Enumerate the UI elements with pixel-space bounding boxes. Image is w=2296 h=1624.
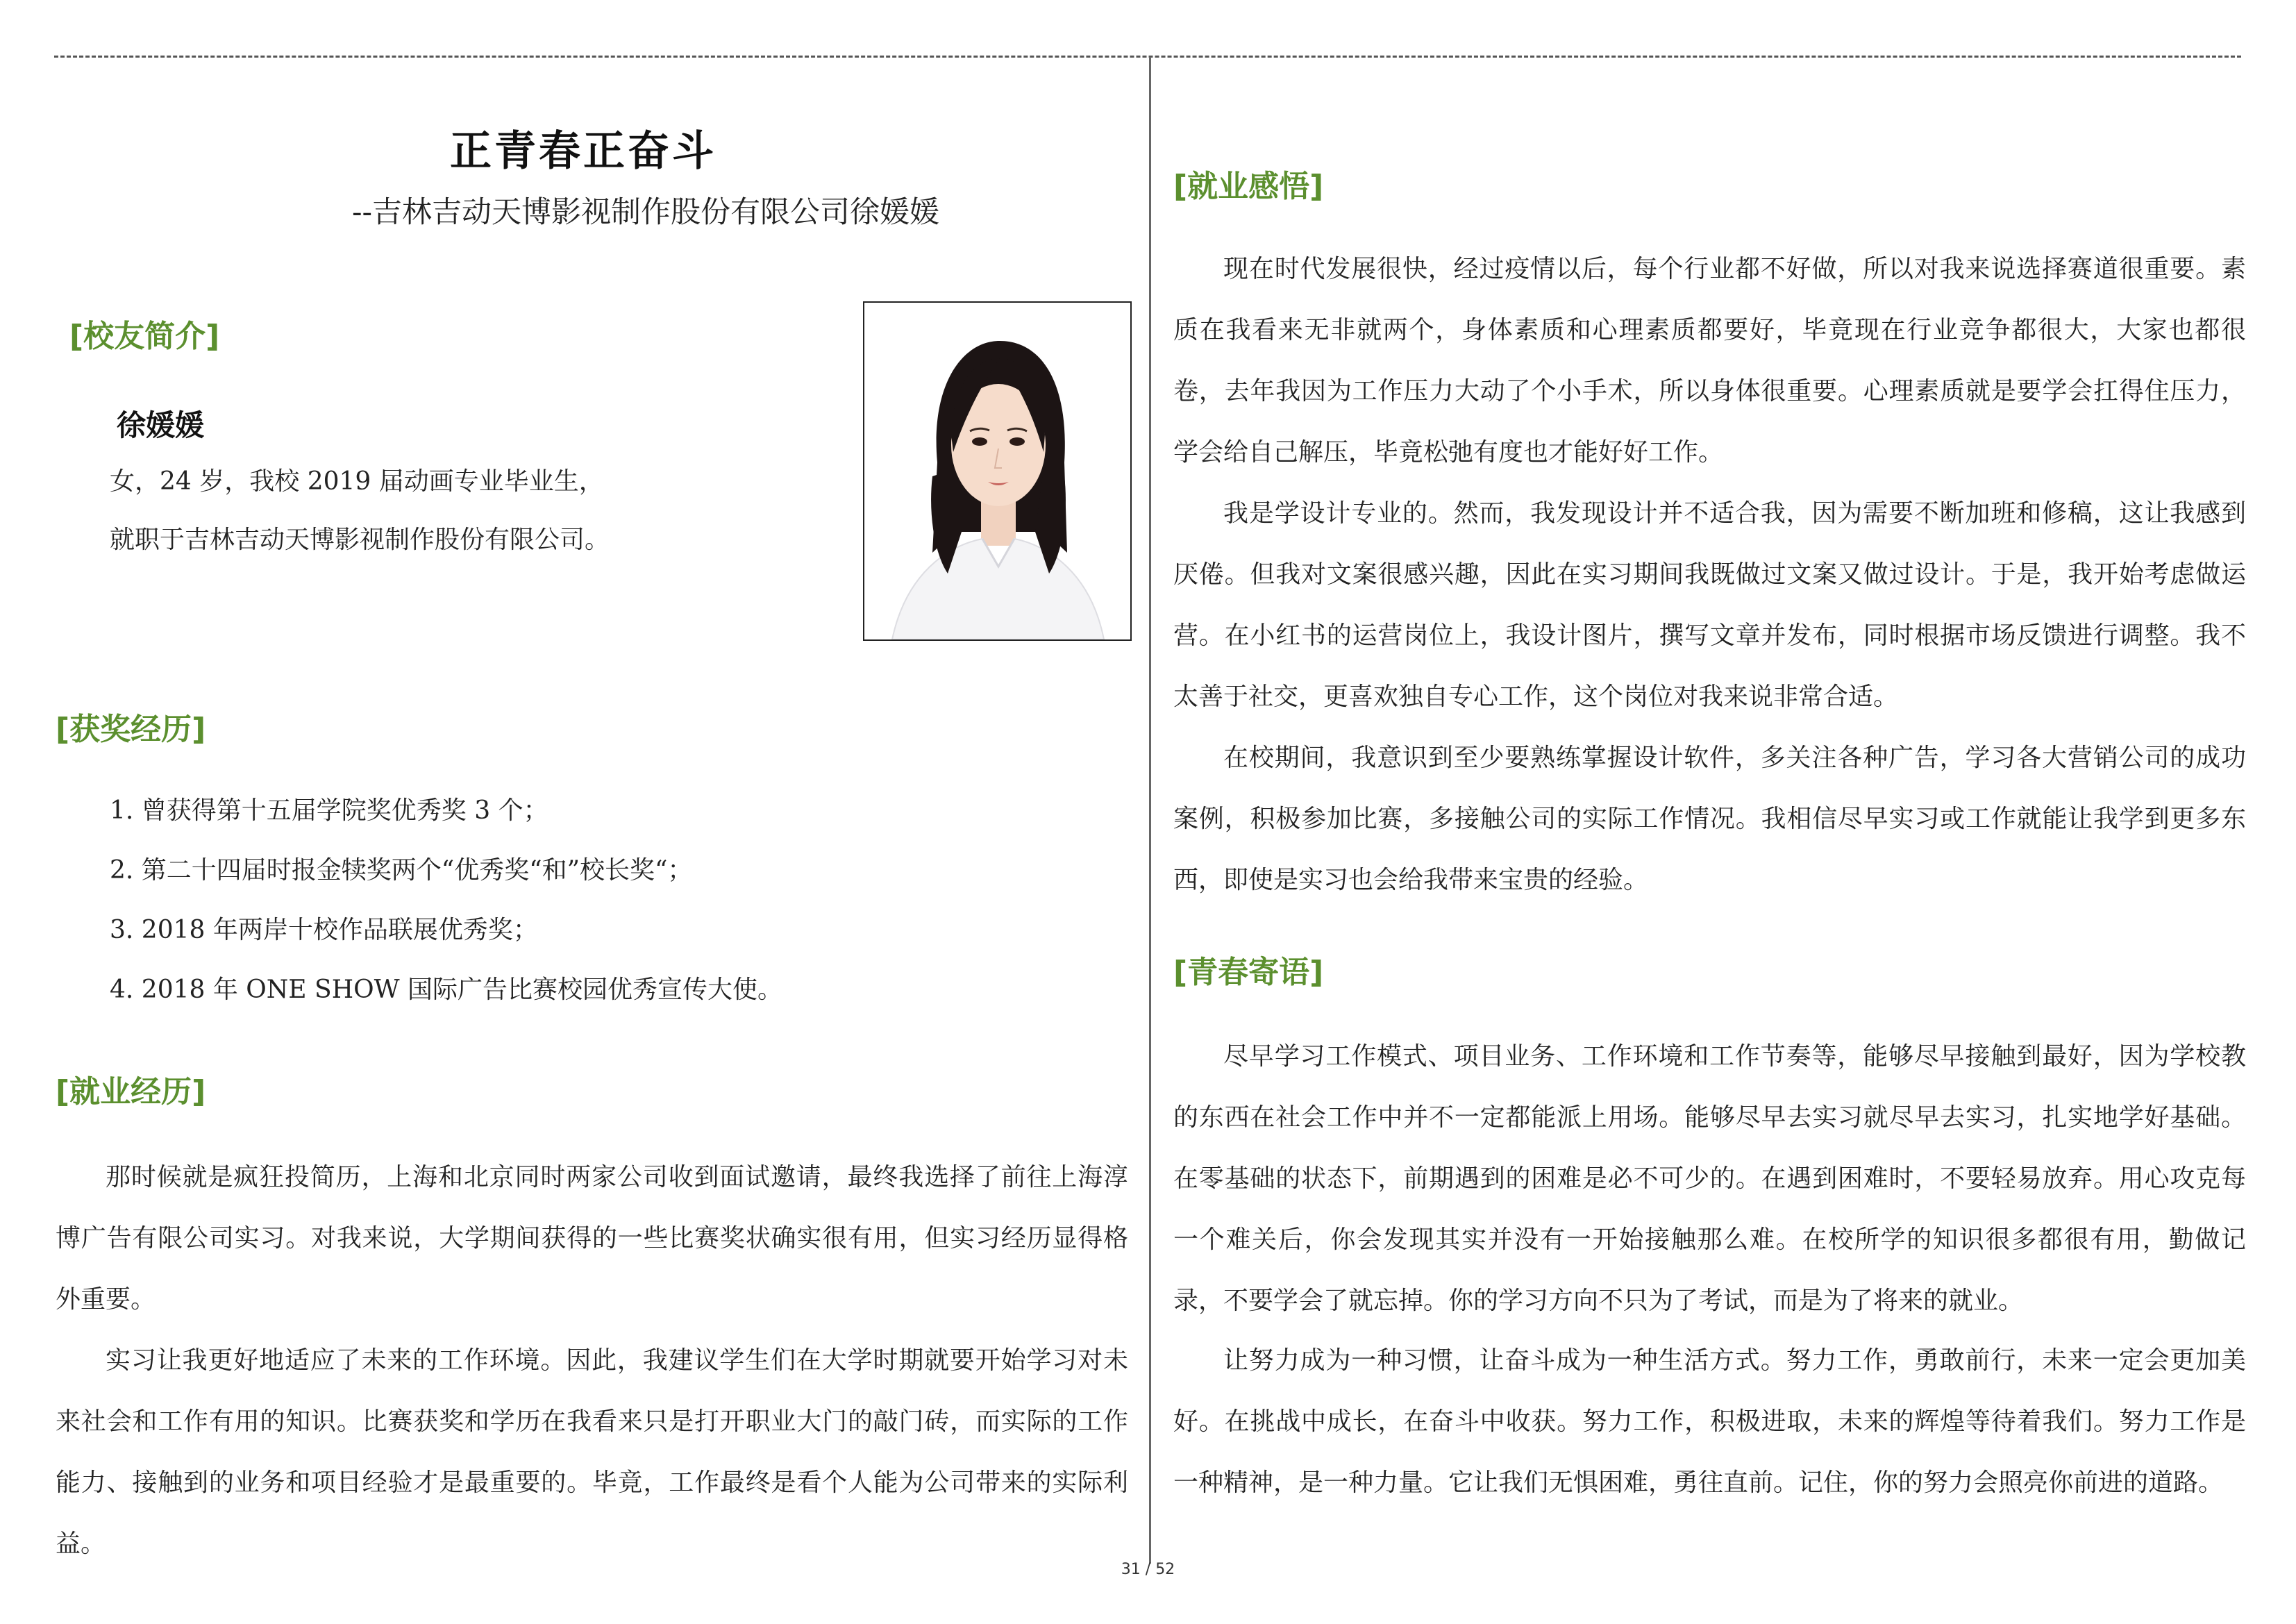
insights-paragraph: 我是学设计专业的。然而，我发现设计并不适合我，因为需要不断加班和修稿，这让我感到厌倦。但我对文案很感兴趣，因此在实习期间我既做过文案又做过设计。于是，我开始考虑做运营。在小红书的运营岗位上，我设计图片，撰写文章并发布，同时根据市场反馈进行调整。我不太善于社交，更喜欢独自专心工作，这个岗位对我来说非常合适。 bbox=[1173, 499, 2246, 711]
award-item: 2. 第二十四届时报金犊奖两个“优秀奖“和”校长奖“； bbox=[110, 856, 693, 885]
insights-paragraph: 现在时代发展很快，经过疫情以后，每个行业都不好做，所以对我来说选择赛道很重要。素质在我看来无非就两个，身体素质和心理素质都要好，毕竟现在行业竞争都很大，大家也都很卷，去年我因为工作压力大动了个小手术，所以身体很重要。心理素质就是要学会扛得住压力，学会给自己解压，毕竟松弛有度也才能好好工作。 bbox=[1173, 255, 2246, 467]
award-item: 4. 2018 年 ONE SHOW 国际广告比赛校园优秀宣传大使。 bbox=[110, 976, 783, 1004]
award-item: 3. 2018 年两岸十校作品联展优秀奖； bbox=[110, 916, 538, 944]
profile-line-1: 女，24 岁，我校 2019 届动画专业毕业生， bbox=[110, 467, 604, 496]
article-title: 正青春正奋斗 bbox=[450, 127, 717, 176]
youth-paragraph: 让努力成为一种习惯，让奋斗成为一种生活方式。努力工作，勇敢前行，未来一定会更加美好。在挑战中成长，在奋斗中收获。努力工作，积极进取，未来的辉煌等待着我们。努力工作是一种精神，是一种力量。它让我们无惧困难，勇往直前。记住，你的努力会照亮你前进的道路。 bbox=[1173, 1346, 2246, 1497]
insights-paragraph: 在校期间，我意识到至少要熟练掌握设计软件，多关注各种广告，学习各大营销公司的成功案例，积极参加比赛，多接触公司的实际工作情况。我相信尽早实习或工作就能让我学到更多东西，即使是实习也会给我带来宝贵的经验。 bbox=[1173, 744, 2246, 894]
insights-heading: [就业感悟] bbox=[1173, 169, 1324, 204]
youth-paragraph: 尽早学习工作模式、项目业务、工作环境和工作节奏等，能够尽早接触到最好，因为学校教的东西在社会工作中并不一定都能派上用场。能够尽早去实习就尽早去实习，扎实地学好基础。在零基础的状态下，前期遇到的困难是必不可少的。在遇到困难时，不要轻易放弃。用心攻克每一个难关后，你会发现其实并没有一开始接触那么难。在校所学的知识很多都很有用，勤做记录，不要学会了就忘掉。你的学习方向不只为了考试，而是为了将来的就业。 bbox=[1173, 1042, 2246, 1315]
employment-paragraph: 那时候就是疯狂投简历，上海和北京同时两家公司收到面试邀请，最终我选择了前往上海淳博广告有限公司实习。对我来说，大学期间获得的一些比赛奖状确实很有用，但实习经历显得格外重要。 bbox=[56, 1163, 1128, 1314]
top-dashed-rule bbox=[54, 56, 2241, 58]
article-subtitle: --吉林吉动天博影视制作股份有限公司徐媛媛 bbox=[351, 195, 940, 230]
profile-heading: [校友简介] bbox=[69, 319, 220, 354]
awards-heading: [获奖经历] bbox=[56, 712, 206, 747]
portrait-icon bbox=[864, 303, 1130, 639]
page-number: 31 / 52 bbox=[1121, 1561, 1175, 1578]
award-item: 1. 曾获得第十五届学院奖优秀奖 3 个； bbox=[110, 796, 548, 825]
column-divider bbox=[1149, 57, 1151, 1564]
alumni-name: 徐媛媛 bbox=[117, 408, 205, 442]
employment-heading: [就业经历] bbox=[56, 1074, 206, 1110]
employment-paragraph: 实习让我更好地适应了未来的工作环境。因此，我建议学生们在大学时期就要开始学习对未来社会和工作有用的知识。比赛获奖和学历在我看来只是打开职业大门的敲门砖，而实际的工作能力、接触到的业务和项目经验才是最重要的。毕竟，工作最终是看个人能为公司带来的实际利益。 bbox=[56, 1346, 1128, 1558]
portrait-photo bbox=[863, 301, 1132, 641]
youth-heading: [青春寄语] bbox=[1173, 955, 1324, 990]
profile-line-2: 就职于吉林吉动天博影视制作股份有限公司。 bbox=[110, 526, 610, 554]
